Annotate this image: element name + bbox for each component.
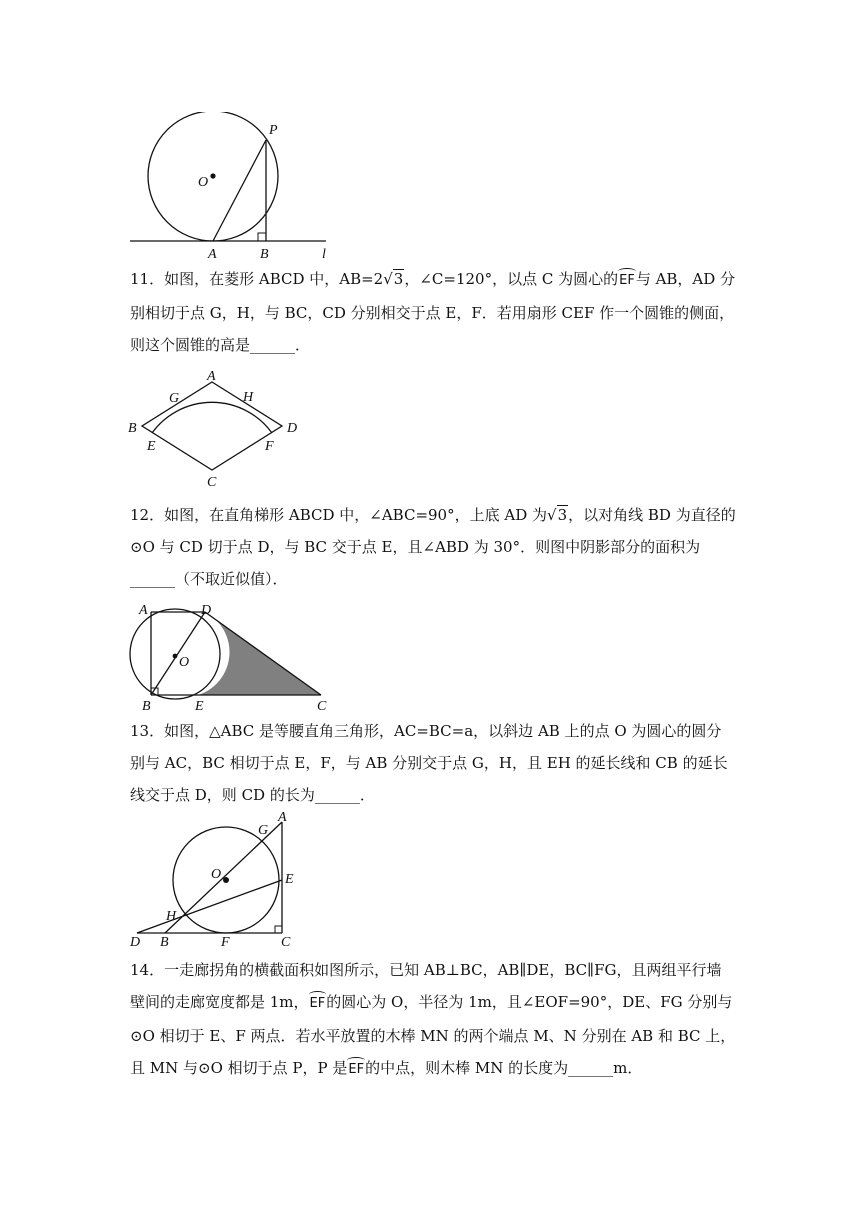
rhombus-abcd — [142, 382, 282, 470]
center-dot — [210, 173, 215, 178]
problem-13-text: 13．如图，△ABC 是等腰直角三角形，AC=BC=a，以斜边 AB 上的点 O 为圆心的圆分别与 AC，BC 相切于点 E，F，与 AB 分别交于点 G，H，且 EH 的延长线和 CB 的延长线交于点 D，则 CD 的长为______． — [130, 722, 728, 804]
figure-triangle-circle — [125, 810, 305, 950]
label-l: l — [322, 247, 326, 262]
label-o: O — [198, 175, 209, 190]
label-f: F — [221, 935, 230, 950]
problem-12-text-1: 12．如图，在直角梯形 ABCD 中，∠ABC=90°，上底 AD 为 — [130, 506, 547, 524]
label-a: A — [208, 247, 217, 262]
center-dot — [223, 877, 229, 883]
segment-ap — [213, 140, 266, 241]
label-g: G — [169, 391, 180, 406]
label-g: G — [258, 823, 269, 838]
label-e: E — [147, 439, 156, 454]
label-a: A — [207, 369, 216, 384]
segment-bd — [151, 612, 205, 695]
problem-14-text-1: 14．一走廊拐角的横截面积如图所示，已知 AB⊥BC，AB∥DE，BC∥FG，且两组平行墙壁间的走廊宽度都是 1m， — [130, 961, 722, 1011]
label-b: B — [142, 699, 151, 712]
label-h: H — [243, 390, 254, 405]
problem-11-text-1: 11．如图，在菱形 ABCD 中，AB=2 — [130, 270, 384, 288]
arc-ef-symbol: EF — [309, 988, 327, 1020]
label-o: O — [179, 655, 190, 670]
right-angle-mark — [258, 233, 266, 241]
arc-ef-symbol: EF — [347, 1054, 365, 1086]
sqrt-3: √3 — [547, 506, 568, 524]
label-d: D — [130, 935, 141, 950]
center-dot — [173, 654, 178, 659]
label-b: B — [260, 247, 269, 262]
right-angle-mark — [275, 926, 282, 933]
figure-trapezoid-circle — [125, 600, 340, 712]
label-c: C — [317, 699, 327, 712]
label-h: H — [166, 909, 177, 924]
problem-12 — [130, 499, 736, 595]
arc-ef-symbol: EF — [618, 265, 636, 297]
problem-11-text-2: ，∠C=120°，以点 C 为圆心的 — [404, 270, 619, 288]
figure-rhombus-arc — [125, 368, 310, 490]
radicand: 3 — [393, 270, 404, 288]
radicand: 3 — [557, 506, 568, 524]
figure-circle-tangent-line — [128, 112, 338, 262]
label-e: E — [195, 699, 204, 712]
label-d: D — [287, 421, 298, 436]
label-c: C — [281, 935, 291, 950]
label-e: E — [285, 872, 294, 887]
problem-13 — [130, 715, 736, 811]
arc-ef — [152, 402, 272, 433]
sqrt-3: √3 — [383, 270, 404, 288]
label-b: B — [128, 421, 137, 436]
problem-11-text-3: 与 AB，AD 分别相切于点 G，H，与 BC，CD 分别相交于点 E，F．若用扇形 CEF 作一个圆锥的侧面，则这个圆锥的高是______． — [130, 270, 736, 354]
label-o: O — [211, 867, 222, 882]
label-a: A — [278, 810, 287, 825]
label-a: A — [139, 603, 148, 618]
label-f: F — [265, 439, 274, 454]
segment-de — [137, 880, 282, 933]
problem-14 — [130, 954, 736, 1086]
problem-14-text-3: 的中点，则木棒 MN 的长度为______m． — [365, 1059, 643, 1077]
label-d: D — [201, 603, 212, 618]
problem-11 — [130, 263, 736, 361]
label-p: P — [269, 123, 278, 138]
problem-14-text-2: 的圆心为 O，半径为 1m，且∠EOF=90°，DE、FG 分别与⊙O 相切于 E、F 两点．若水平放置的木棒 MN 的两个端点 M、N 分别在 AB 和 BC 上，且 MN 与⊙O 相切于点 P，P 是 — [130, 993, 736, 1077]
problem-12-text-2: ，以对角线 BD 为直径的⊙O 与 CD 切于点 D，与 BC 交于点 E，且∠ABD 为 30°．则图中阴影部分的面积为______（不取近似值）． — [130, 506, 736, 588]
label-b: B — [160, 935, 169, 950]
label-c: C — [207, 475, 217, 490]
